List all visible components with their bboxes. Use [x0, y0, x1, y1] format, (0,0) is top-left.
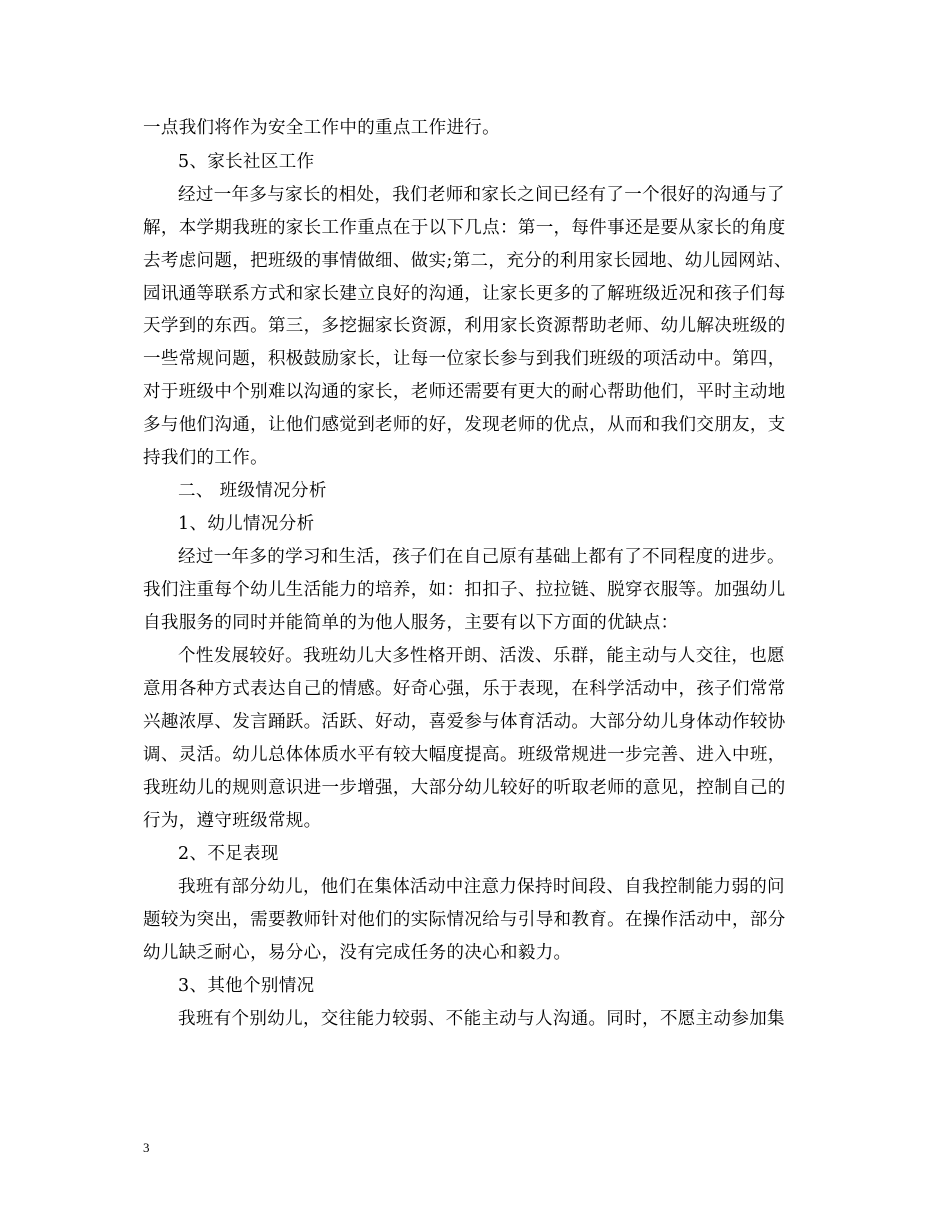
section-heading: 二、 班级情况分析 — [178, 481, 327, 501]
paragraph-line: 我们注重每个幼儿生活能力的培养，如：扣扣子、拉拉链、脱穿衣服等。加强幼儿 — [143, 580, 786, 600]
paragraph-line: 多与他们沟通，让他们感觉到老师的好，发现老师的优点，从而和我们交朋友，支 — [143, 415, 786, 435]
subsection-heading: 3、其他个别情况 — [178, 976, 315, 996]
paragraph-line: 一点我们将作为安全工作中的重点工作进行。 — [143, 118, 500, 138]
subsection-heading: 1、幼儿情况分析 — [178, 514, 315, 534]
paragraph-line: 调、灵活。幼儿总体体质水平有较大幅度提高。班级常规进一步完善、进入中班， — [143, 745, 786, 765]
paragraph-line: 意用各种方式表达自己的情感。好奇心强，乐于表现，在科学活动中，孩子们常常 — [143, 679, 786, 699]
paragraph-line: 题较为突出，需要教师针对他们的实际情况给与引导和教育。在操作活动中，部分 — [143, 910, 786, 930]
paragraph-line: 我班有部分幼儿，他们在集体活动中注意力保持时间段、自我控制能力弱的问 — [178, 877, 785, 897]
paragraph-line: 行为，遵守班级常规。 — [143, 811, 322, 831]
paragraph-line: 自我服务的同时并能简单的为他人服务，主要有以下方面的优缺点： — [143, 613, 679, 633]
paragraph-line: 解，本学期我班的家长工作重点在于以下几点：第一，每件事还是要从家长的角度 — [143, 218, 786, 238]
paragraph-line: 兴趣浓厚、发言踊跃。活跃、好动，喜爱参与体育活动。大部分幼儿身体动作较协 — [143, 712, 786, 732]
paragraph-line: 我班幼儿的规则意识进一步增强，大部分幼儿较好的听取老师的意见，控制自己的 — [143, 778, 786, 798]
page-number: 3 — [143, 1140, 150, 1155]
paragraph-line: 我班有个别幼儿，交往能力较弱、不能主动与人沟通。同时，不愿主动参加集 — [178, 1009, 785, 1029]
paragraph-line: 对于班级中个别难以沟通的家长，老师还需要有更大的耐心帮助他们，平时主动地 — [143, 382, 786, 402]
paragraph-line: 经过一年多的学习和生活，孩子们在自己原有基础上都有了不同程度的进步。 — [178, 547, 785, 567]
paragraph-line: 经过一年多与家长的相处，我们老师和家长之间已经有了一个很好的沟通与了 — [178, 185, 785, 205]
subsection-heading: 2、不足表现 — [178, 844, 279, 864]
paragraph-line: 一些常规问题，积极鼓励家长，让每一位家长参与到我们班级的项活动中。第四， — [143, 349, 786, 369]
paragraph-line: 天学到的东西。第三，多挖掘家长资源，利用家长资源帮助老师、幼儿解决班级的 — [143, 316, 786, 336]
paragraph-line: 园讯通等联系方式和家长建立良好的沟通，让家长更多的了解班级近况和孩子们每 — [143, 284, 786, 304]
section-heading: 5、家长社区工作 — [178, 152, 315, 172]
paragraph-line: 持我们的工作。 — [143, 448, 268, 468]
paragraph-line: 个性发展较好。我班幼儿大多性格开朗、活泼、乐群，能主动与人交往，也愿 — [178, 646, 785, 666]
paragraph-line: 去考虑问题，把班级的事情做细、做实;第二，充分的利用家长园地、幼儿园网站、 — [143, 251, 792, 271]
paragraph-line: 幼儿缺乏耐心，易分心，没有完成任务的决心和毅力。 — [143, 943, 572, 963]
